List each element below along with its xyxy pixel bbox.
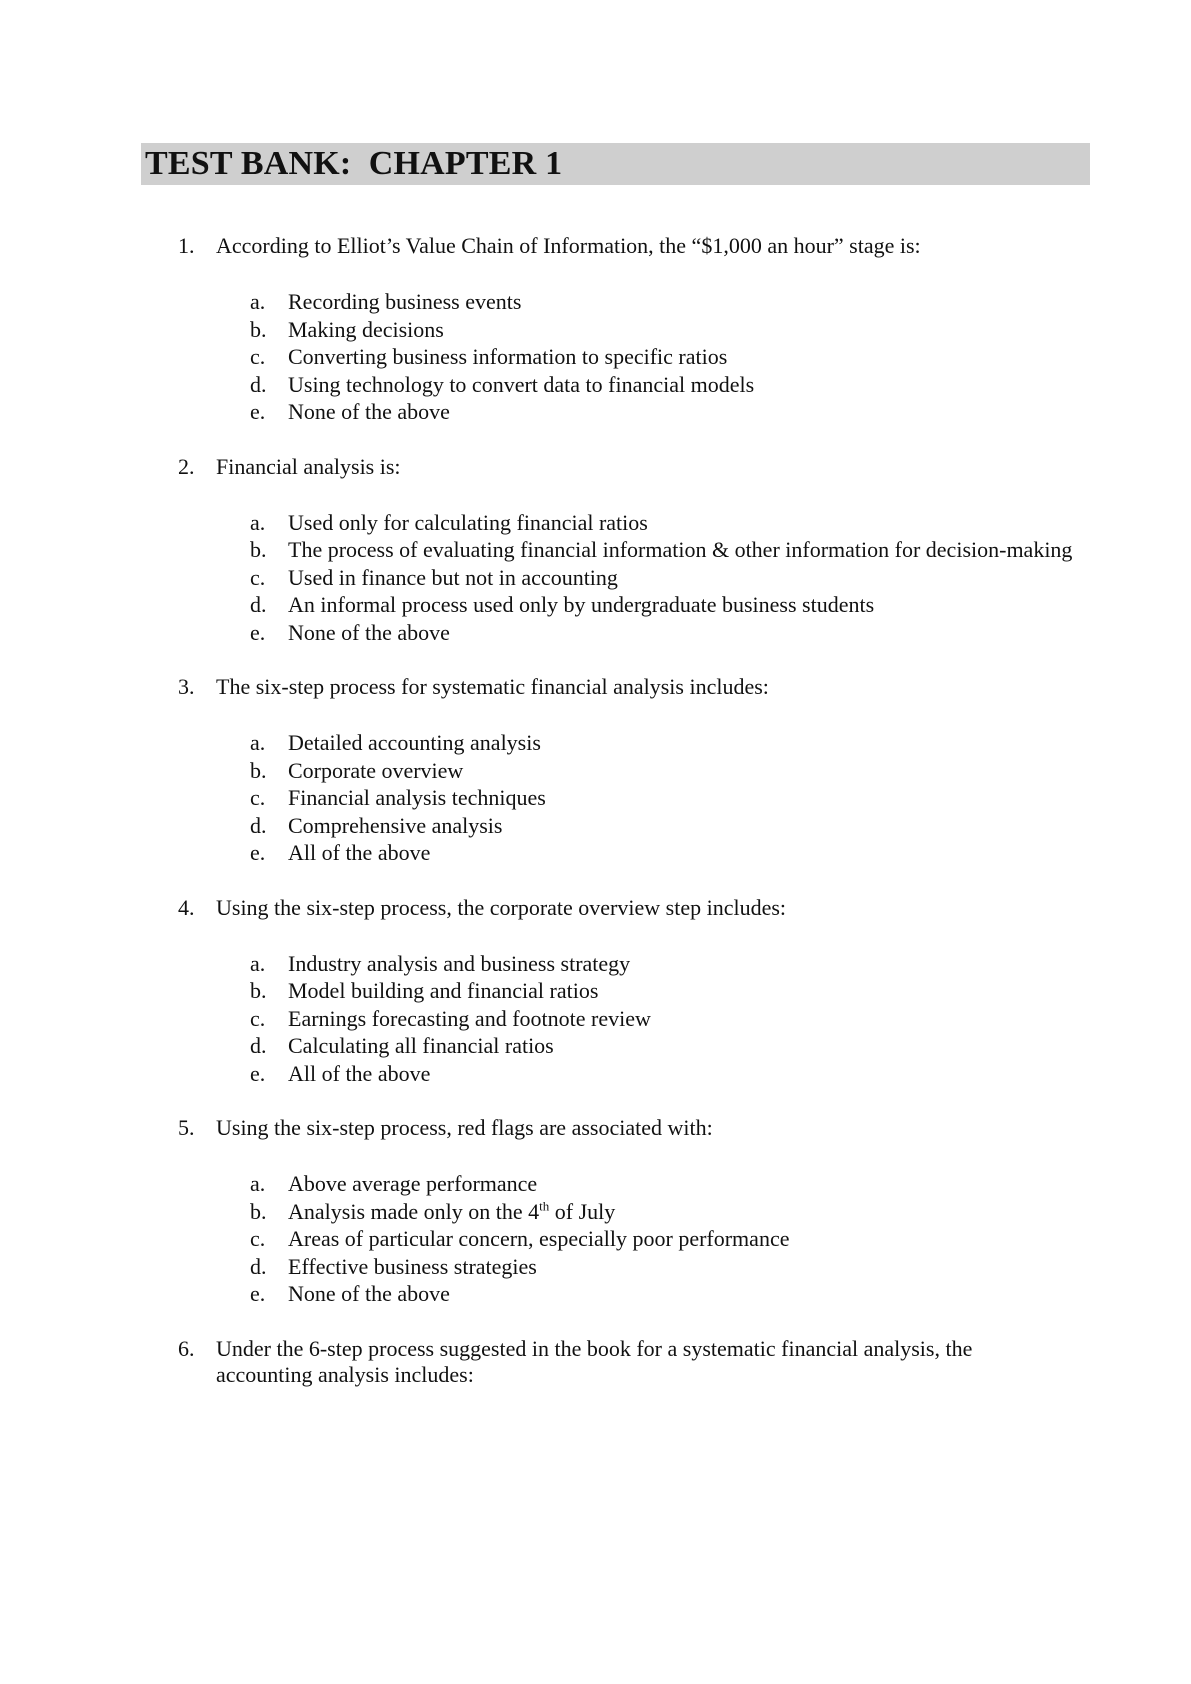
answer-options (0, 509, 1191, 647)
question-text: According to Elliot’s Value Chain of Information, the “$1,000 an hour” stage is: (216, 233, 921, 258)
answer-option (0, 1170, 1078, 1198)
option-text: An informal process used only by undergraduate business students (288, 592, 875, 617)
answer-option (0, 784, 1078, 812)
answer-option (0, 1225, 1078, 1253)
option-text: Areas of particular concern, especially poor performance (288, 1226, 790, 1251)
question-stem (0, 674, 1066, 700)
answer-option (0, 398, 1078, 426)
option-letter: c. (250, 785, 266, 810)
question (0, 454, 1191, 647)
answer-option (0, 839, 1078, 867)
option-text: Making decisions (288, 316, 444, 342)
answer-option (0, 812, 1078, 840)
answer-option (0, 619, 1078, 647)
question-text: Using the six-step process, the corporate overview step includes: (216, 894, 787, 920)
option-letter: b. (250, 316, 267, 342)
option-letter: c. (250, 1226, 266, 1251)
answer-option (0, 564, 1078, 592)
option-text: Above average performance (288, 1171, 538, 1196)
option-text: Effective business strategies (288, 1253, 537, 1279)
question-stem (0, 1336, 1066, 1388)
question-number: 1. (178, 233, 195, 258)
question (0, 1115, 1191, 1308)
option-letter: d. (250, 1253, 267, 1279)
answer-option (0, 509, 1078, 537)
answer-option (0, 1060, 1078, 1088)
answer-option (0, 1280, 1078, 1308)
question-text: Under the 6-step process suggested in the book for a systematic financial analysis, the accounting analysis includes: (216, 1335, 973, 1387)
question (0, 233, 1191, 426)
option-letter: e. (250, 1281, 266, 1306)
answer-option (0, 591, 1078, 619)
option-letter: a. (250, 730, 266, 755)
option-text: Industry analysis and business strategy (288, 950, 631, 976)
option-letter: a. (250, 289, 266, 314)
option-text: None of the above (288, 399, 450, 424)
option-text-after: of July (549, 1198, 616, 1224)
question-text: Financial analysis is: (216, 453, 401, 479)
answer-options (0, 729, 1191, 867)
answer-option (0, 950, 1078, 978)
question-list (0, 233, 1191, 1416)
question-stem (0, 454, 1066, 480)
answer-option (0, 1032, 1078, 1060)
option-text: None of the above (288, 1281, 450, 1306)
option-text: Financial analysis techniques (288, 785, 546, 810)
answer-option (0, 757, 1078, 785)
option-letter: a. (250, 509, 266, 535)
option-letter: e. (250, 840, 266, 865)
question-stem (0, 233, 1066, 259)
option-letter: b. (250, 978, 267, 1003)
option-letter: d. (250, 1033, 267, 1058)
option-letter: b. (250, 757, 267, 783)
question (0, 674, 1191, 867)
option-letter: b. (250, 537, 267, 562)
option-letter: c. (250, 1005, 266, 1031)
question-number: 4. (178, 894, 195, 920)
option-text: All of the above (288, 1060, 431, 1086)
question-number: 5. (178, 1115, 195, 1140)
option-text: Using technology to convert data to financial models (288, 371, 755, 397)
answer-options (0, 288, 1191, 426)
question-text: Using the six-step process, red flags are associated with: (216, 1115, 713, 1140)
option-text: None of the above (288, 619, 450, 645)
option-text: Recording business events (288, 289, 522, 314)
option-letter: e. (250, 619, 266, 645)
answer-option (0, 1198, 1078, 1226)
answer-option (0, 371, 1078, 399)
option-text: Corporate overview (288, 757, 464, 783)
answer-options (0, 950, 1191, 1088)
option-text: Used in finance but not in accounting (288, 564, 618, 590)
option-letter: d. (250, 592, 267, 617)
option-text-before: Analysis made only on the 4 (288, 1198, 540, 1224)
ordinal-superscript: th (539, 1198, 550, 1214)
page-title: TEST BANK: CHAPTER 1 (145, 145, 563, 182)
answer-option (0, 729, 1078, 757)
option-letter: c. (250, 344, 266, 369)
option-letter: d. (250, 812, 267, 838)
question-stem (0, 1115, 1066, 1141)
question (0, 895, 1191, 1088)
answer-option (0, 536, 1078, 564)
answer-option (0, 316, 1078, 344)
question-stem (0, 895, 1066, 921)
option-letter: b. (250, 1198, 267, 1224)
question-number: 3. (178, 674, 195, 699)
option-text: Model building and financial ratios (288, 978, 599, 1003)
option-text: The process of evaluating financial information & other information for decision-making (288, 537, 1073, 562)
question-text: The six-step process for systematic financial analysis includes: (216, 674, 769, 699)
question-number: 6. (178, 1335, 195, 1361)
option-letter: e. (250, 399, 266, 424)
option-letter: a. (250, 1171, 266, 1196)
option-text: Detailed accounting analysis (288, 730, 541, 755)
option-text: All of the above (288, 840, 431, 865)
option-letter: e. (250, 1060, 266, 1086)
question (0, 1336, 1191, 1388)
option-letter: d. (250, 371, 267, 397)
answer-options (0, 1170, 1191, 1308)
option-text: Converting business information to specific ratios (288, 344, 728, 369)
answer-option (0, 288, 1078, 316)
answer-option (0, 977, 1078, 1005)
option-text: Used only for calculating financial ratios (288, 509, 648, 535)
option-letter: c. (250, 564, 266, 590)
answer-option (0, 343, 1078, 371)
option-text: Calculating all financial ratios (288, 1033, 554, 1058)
option-text: Earnings forecasting and footnote review (288, 1005, 651, 1031)
question-number: 2. (178, 453, 195, 479)
chapter-title-bar (141, 143, 1090, 185)
answer-option (0, 1253, 1078, 1281)
option-letter: a. (250, 950, 266, 976)
option-text: Comprehensive analysis (288, 812, 503, 838)
answer-option (0, 1005, 1078, 1033)
